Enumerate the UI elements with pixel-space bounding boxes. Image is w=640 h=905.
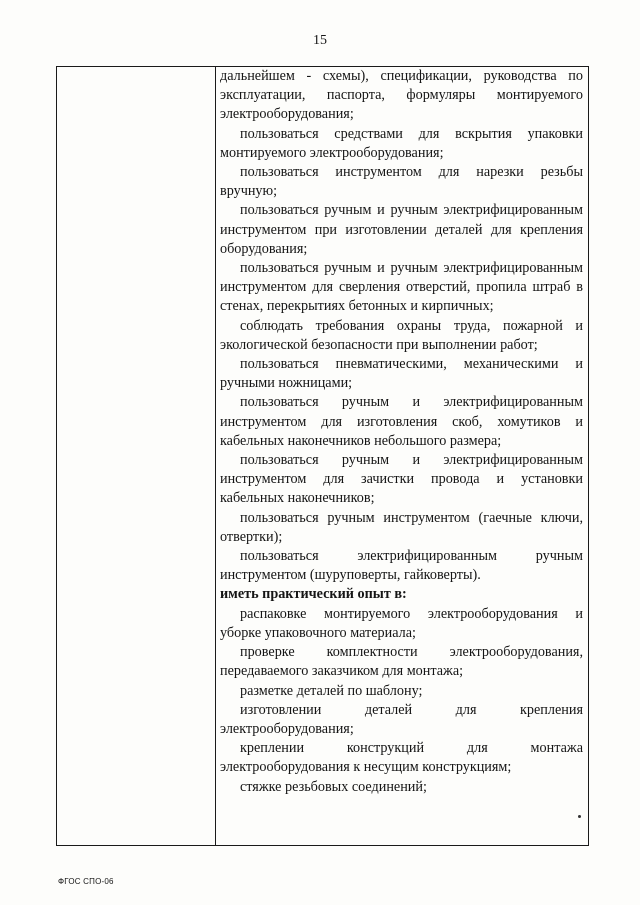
paragraph: стяжке резьбовых соединений; [240,778,427,795]
table-right-cell [216,67,588,845]
page-number: 15 [313,33,327,48]
section-heading: иметь практический опыт в: [220,586,407,603]
paragraph: пользоваться ручным и ручным электрифицированным инструментом при изготовлении деталей для крепления оборудования; [220,202,583,257]
table-left-cell [57,67,216,845]
paragraph: проверке комплектности электрооборудования, передаваемого заказчиком для монтажа; [220,644,583,680]
paragraph: креплении конструкций для монтажа электрооборудования к несущим конструкциям; [220,740,583,776]
paragraph: пользоваться электрифицированным ручным инструментом (шуруповерты, гайковерты). [220,548,583,584]
paragraph: дальнейшем - схемы), спецификации, руководства по эксплуатации, паспорта, формуляры монтируемого электрооборудования; [220,68,583,123]
paragraph: пользоваться пневматическими, механическими и ручными ножницами; [220,356,583,392]
content-table [56,66,589,846]
paragraph: пользоваться средствами для вскрытия упаковки монтируемого электрооборудования; [220,125,583,161]
scan-speck [578,815,581,818]
paragraph: пользоваться ручным и ручным электрифицированным инструментом для сверления отверстий, пропила штраб в стенах, перекрытиях бетонных и кирпичных; [220,260,583,315]
paragraph: пользоваться ручным инструментом (гаечные ключи, отвертки); [220,509,583,545]
paragraph: разметке деталей по шаблону; [240,682,423,699]
paragraph: распаковке монтируемого электрооборудования и уборке упаковочного материала; [220,605,583,641]
paragraph: пользоваться ручным и электрифицированным инструментом для зачистки провода и установки кабельных наконечников; [220,452,583,507]
paragraph: соблюдать требования охраны труда, пожарной и экологической безопасности при выполнении работ; [220,317,583,353]
paragraph: пользоваться ручным и электрифицированным инструментом для изготовления скоб, хомутиков и кабельных наконечников небольшого размера; [220,394,583,449]
footer-code: ФГОС СПО-06 [58,877,114,886]
paragraph: изготовлении деталей для крепления электрооборудования; [220,701,583,737]
paragraph: пользоваться инструментом для нарезки резьбы вручную; [220,164,583,200]
